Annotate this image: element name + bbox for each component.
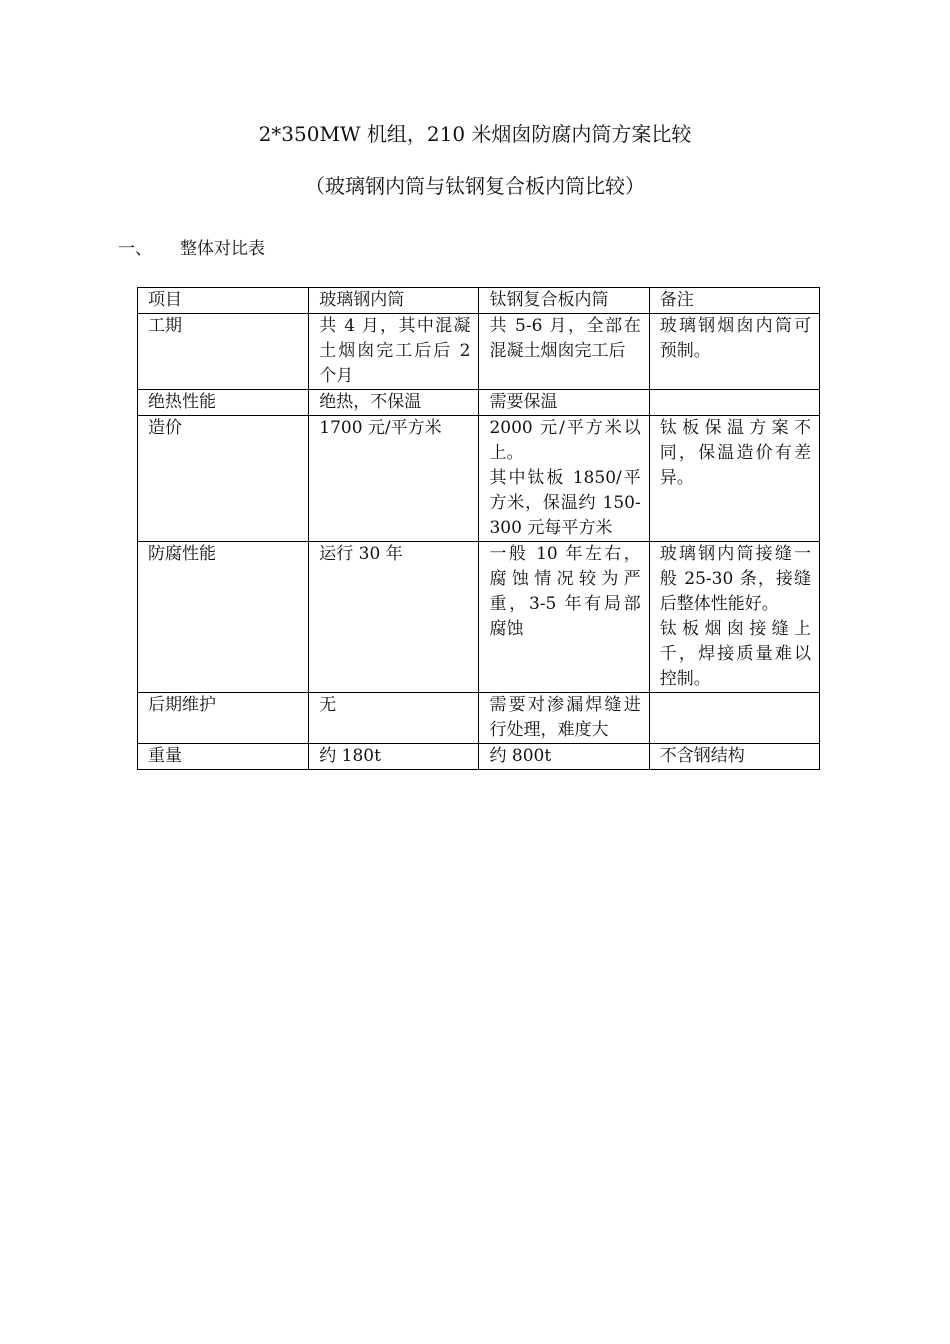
table-header-row [138, 288, 820, 314]
cell-item: 造价 [138, 416, 309, 542]
header-cell-note: 备注 [649, 288, 819, 314]
section-heading [118, 238, 265, 260]
cell-note [649, 693, 819, 744]
table-row [138, 416, 820, 542]
cell-titanium-extra: 其中钛板 1850/平方米，保温约 150-300 元每平方米 [489, 468, 641, 538]
document-title: 2*350MW 机组，210 米烟囱防腐内筒方案比较 [258, 122, 692, 146]
table-row [138, 314, 820, 390]
cell-note [649, 390, 819, 416]
cell-titanium-text: 2000 元/平方米以上。 [489, 418, 641, 463]
cell-frp: 无 [309, 693, 479, 744]
cell-titanium: 共 5-6 月，全部在混凝土烟囱完工后 [479, 314, 649, 390]
cell-note [649, 542, 819, 693]
header-cell-item: 项目 [138, 288, 309, 314]
cell-titanium: 需要对渗漏焊缝进行处理，难度大 [479, 693, 649, 744]
cell-frp: 绝热，不保温 [309, 390, 479, 416]
cell-item: 防腐性能 [138, 542, 309, 693]
section-title: 整体对比表 [180, 239, 265, 259]
cell-item: 工期 [138, 314, 309, 390]
header-cell-titanium: 钛钢复合板内筒 [479, 288, 649, 314]
cell-note-extra: 钛板烟囱接缝上千，焊接质量难以控制。 [659, 619, 811, 689]
cell-item: 重量 [138, 744, 309, 770]
cell-titanium: 约 800t [479, 744, 649, 770]
section-number: 一、 [118, 239, 152, 259]
cell-note-text: 玻璃钢内筒接缝一般 25-30 条，接缝后整体性能好。 [659, 544, 811, 614]
cell-note: 钛板保温方案不同，保温造价有差异。 [649, 416, 819, 542]
cell-frp: 1700 元/平方米 [309, 416, 479, 542]
cell-item: 后期维护 [138, 693, 309, 744]
cell-frp: 约 180t [309, 744, 479, 770]
table-row [138, 542, 820, 693]
cell-frp: 共 4 月，其中混凝土烟囱完工后后 2 个月 [309, 314, 479, 390]
table-row [138, 390, 820, 416]
cell-frp: 运行 30 年 [309, 542, 479, 693]
cell-note: 玻璃钢烟囱内筒可预制。 [649, 314, 819, 390]
table-row [138, 693, 820, 744]
cell-note: 不含钢结构 [649, 744, 819, 770]
comparison-table [137, 287, 820, 770]
cell-titanium: 需要保温 [479, 390, 649, 416]
cell-item: 绝热性能 [138, 390, 309, 416]
header-cell-frp: 玻璃钢内筒 [309, 288, 479, 314]
document-subtitle: （玻璃钢内筒与钛钢复合板内筒比较） [305, 174, 645, 198]
cell-titanium: 一般 10 年左右，腐蚀情况较为严重，3-5 年有局部腐蚀 [479, 542, 649, 693]
table-row [138, 744, 820, 770]
cell-titanium [479, 416, 649, 542]
